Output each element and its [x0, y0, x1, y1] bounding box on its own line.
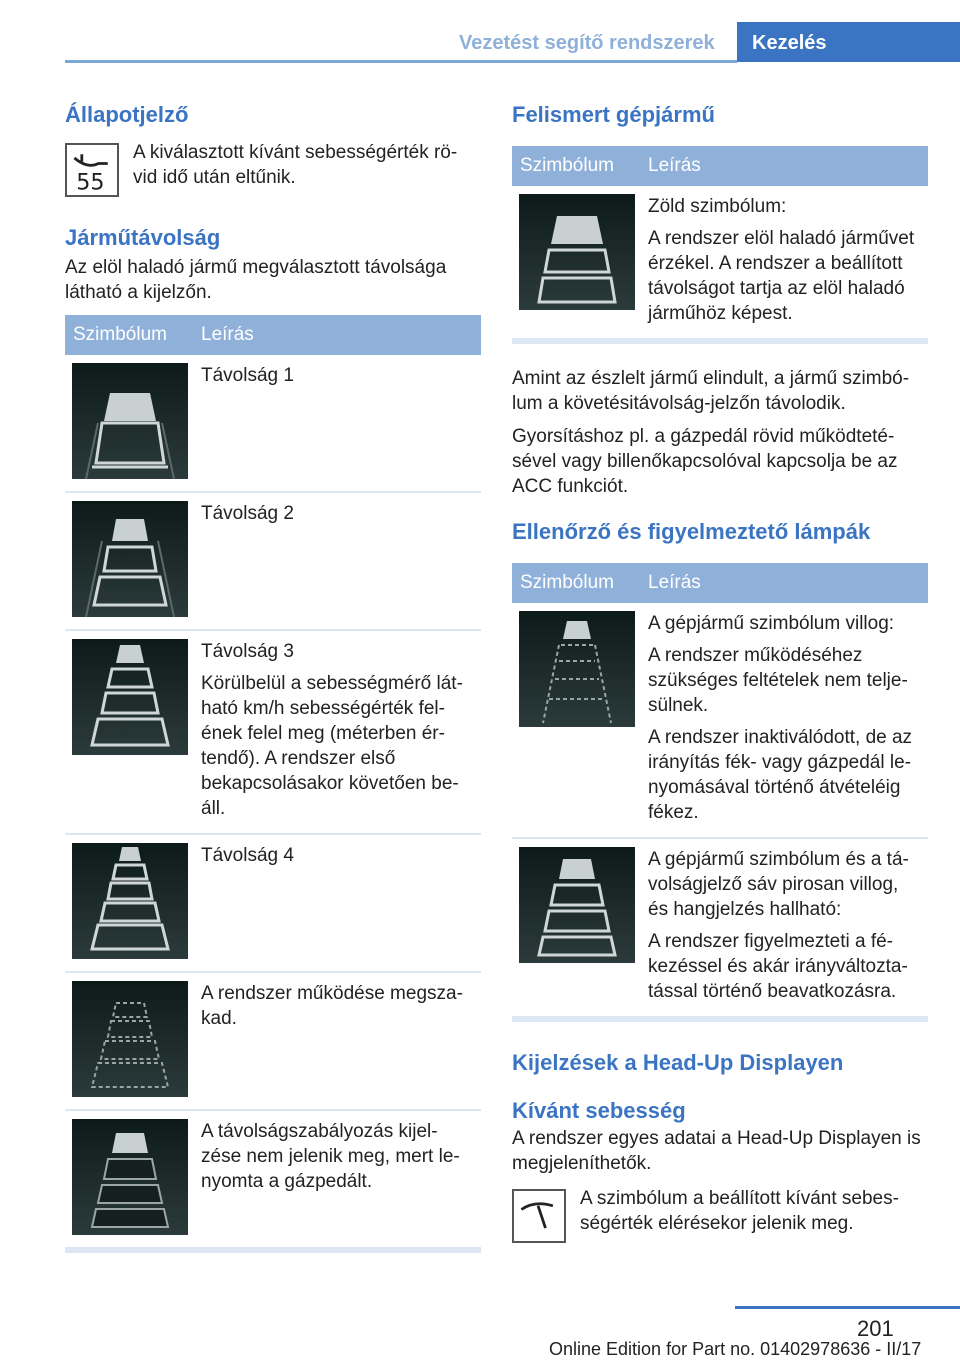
table-row [65, 355, 481, 492]
header-tab-kezeles[interactable] [737, 22, 960, 62]
hud-symbol-row [512, 1186, 928, 1243]
recognized-vehicle-title: Felismert gépjármű [512, 102, 715, 127]
header-section-title: Vezetést segítő rendszerek [459, 32, 715, 54]
table-row [65, 972, 481, 1110]
row-detail: A rendszer elöl haladó járművet érzékel. A rendszer a beállított távolságot tartja az elöl haladó járműhöz képest. [648, 228, 915, 324]
status-text: A kiválasztott kívánt sebességérték rö- vid idő után eltűnik. [133, 142, 458, 188]
table-row [65, 492, 481, 630]
paragraph-acceleration: Gyorsításhoz pl. a gázpedál rövid működteté- sével vagy billenőkapcsolóval kapcsolja be az ACC funkciót. [512, 426, 898, 497]
header-rule [65, 60, 737, 63]
distance-1-image [72, 363, 188, 479]
footer-edition: Online Edition for Part no. 01402978636 - II/17 [549, 1339, 922, 1359]
vehicle-warning-image [519, 847, 635, 963]
status-title: Állapotjelző [65, 102, 189, 127]
row-text: A gépjármű szimbólum villog: [648, 613, 895, 634]
table-end-rule [512, 338, 928, 344]
header-tab-label: Kezelés [752, 32, 827, 54]
distance-title: Járműtávolság [65, 225, 221, 250]
table-end-rule [65, 1247, 481, 1253]
speed-reached-icon [512, 1189, 566, 1243]
col-desc-header: Leírás [644, 563, 928, 603]
distance-4-image [72, 843, 188, 959]
footer-rule [735, 1306, 960, 1309]
row-detail: A rendszer inaktiválódott, de az irányítás fék- vagy gázpedál le- nyomásával történő átvételéig fékez. [648, 727, 913, 823]
table-row [65, 1110, 481, 1247]
desired-speed-text: A rendszer egyes adatai a Head-Up Displayen is megjeleníthetők. [512, 1128, 921, 1174]
table-row [512, 186, 928, 338]
left-column [65, 100, 481, 1253]
row-text: A távolságszabályozás kijel- zése nem jelenik meg, mert le- nyomta a gázpedált. [201, 1121, 460, 1192]
col-desc-header: Leírás [644, 146, 928, 186]
distance-3-image [72, 639, 188, 755]
table-row [65, 630, 481, 834]
row-text: A rendszer működése megsza- kad. [201, 983, 463, 1029]
lamps-table [512, 563, 928, 1016]
table-row [512, 603, 928, 838]
row-detail: A rendszer figyelmezteti a fé- kezéssel és akár irányváltozta- tással történő beavatkozásra. [648, 931, 908, 1002]
speed-icon-value: 55 [76, 169, 105, 196]
row-text: Távolság 2 [201, 503, 294, 524]
row-text: Zöld szimbólum: [648, 196, 787, 217]
distance-2-image [72, 501, 188, 617]
row-detail: Körülbelül a sebességmérő lát- ható km/h sebességérték fel- ének felel meg (méterben ér- tendő). A rendszer első bekapcsolásakor követően be- áll. [201, 673, 463, 819]
col-symbol-header: Szimbólum [65, 315, 197, 355]
desired-speed-title: Kívánt sebesség [512, 1098, 686, 1123]
accelerator-pressed-image [72, 1119, 188, 1235]
row-text: Távolság 3 [201, 641, 294, 662]
page-header [0, 22, 960, 62]
vehicle-blinking-image [519, 611, 635, 727]
green-vehicle-image [519, 194, 635, 310]
hud-symbol-text: A szimbólum a beállított kívánt sebes- ségérték elérésekor jelenik meg. [580, 1188, 899, 1234]
status-row [65, 140, 481, 197]
col-symbol-header: Szimbólum [512, 563, 644, 603]
recognized-vehicle-table [512, 146, 928, 338]
speed-55-icon [65, 143, 119, 197]
distance-text: Az elöl haladó jármű megválasztott távolsága látható a kijelzőn. [65, 257, 447, 303]
page-number: 201 [857, 1316, 894, 1341]
row-text: Távolság 1 [201, 365, 294, 386]
lamps-title: Ellenőrző és figyelmeztető lámpák [512, 519, 871, 544]
distance-table [65, 315, 481, 1247]
table-end-rule [512, 1016, 928, 1022]
paragraph-vehicle-moved: Amint az észlelt jármű elindult, a jármű szimbó- lum a követésitávolság-jelzőn távolodik. [512, 368, 910, 414]
row-text: Távolság 4 [201, 845, 294, 866]
hud-title: Kijelzések a Head-Up Displayen [512, 1050, 844, 1075]
table-row [65, 834, 481, 972]
row-detail: A rendszer működéséhez szükséges feltételek nem telje- sülnek. [648, 645, 908, 716]
col-symbol-header: Szimbólum [512, 146, 644, 186]
col-desc-header: Leírás [197, 315, 481, 355]
table-row [512, 838, 928, 1016]
interrupted-image [72, 981, 188, 1097]
right-column [512, 100, 928, 1243]
row-text: A gépjármű szimbólum és a tá- volságjelző sáv pirosan villog, és hangjelzés hallható: [648, 849, 909, 920]
